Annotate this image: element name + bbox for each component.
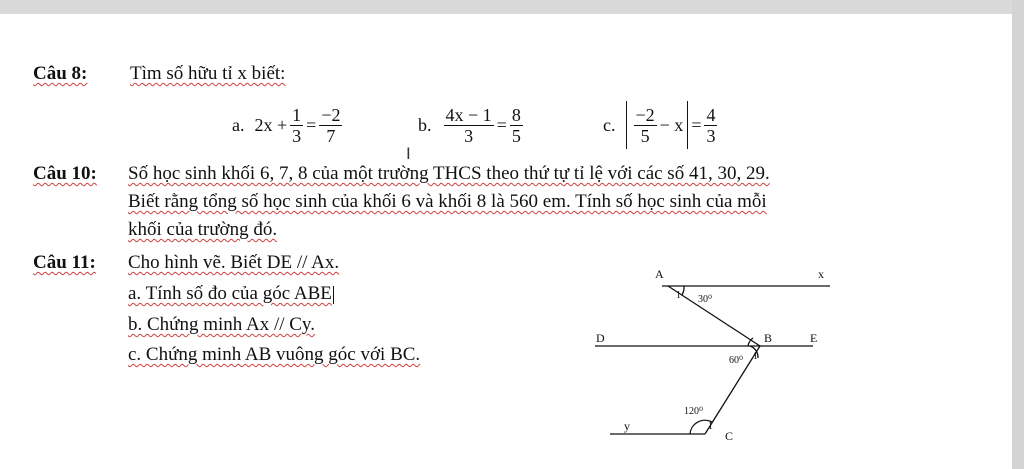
label-d: D (596, 331, 605, 345)
q8a-eq: = (306, 114, 317, 135)
q8-part-a (232, 102, 345, 148)
q8c-eq: = (691, 114, 702, 135)
q11-label: Câu 11: (33, 252, 96, 273)
q11-part-b: b. Chứng minh Ax // Cy. (128, 314, 315, 335)
vertical-scrollbar[interactable] (1012, 0, 1024, 469)
q10-label: Câu 10: (33, 163, 97, 184)
q11-part-c: c. Chứng minh AB vuông góc với BC. (128, 344, 421, 365)
q10-line1: Số học sinh khối 6, 7, 8 của một trường THCS theo thứ tự tỉ lệ với các số 41, 30, 29. (128, 163, 770, 184)
angle-label-b: 60⁰ (729, 355, 744, 366)
q10-line2: Biết rằng tổng số học sinh của khối 6 và khối 8 là 560 em. Tính số học sinh của mỗi (128, 191, 767, 212)
q8b-marker: b. (418, 114, 432, 135)
text-cursor (333, 286, 334, 304)
label-y: y (624, 419, 630, 433)
angle-mark-c: 1 (708, 421, 713, 432)
angle-label-c: 120⁰ (684, 406, 704, 417)
q8c-minus-x: − x (659, 114, 684, 135)
q8-part-b (418, 102, 526, 148)
geometry-figure (590, 262, 840, 454)
q8c-frac1: $\frac{-2}{5}$ (635, 104, 655, 146)
label-b: B (764, 331, 773, 345)
angle-mark-a: 1 (676, 290, 681, 301)
angle-mark-b: 1 (753, 351, 758, 362)
q8-prompt: Tìm số hữu tỉ x biết: (130, 63, 286, 84)
segment-ab (668, 286, 760, 346)
q8b-frac1: $\frac{4x - 1}{3}$ (445, 104, 492, 146)
text-cursor-ibeam: I (406, 144, 411, 163)
label-c: C (725, 429, 734, 443)
window-top-bar (0, 0, 1024, 14)
q8a-marker: a. (232, 114, 245, 135)
q8a-frac1: $\frac{1}{3}$ (292, 104, 302, 146)
q11-prompt: Cho hình vẽ. Biết DE // Ax. (128, 252, 340, 273)
q8b-frac2: $\frac{8}{5}$ (511, 104, 521, 146)
q8c-abs (626, 101, 689, 149)
q8-label: Câu 8: (33, 63, 88, 84)
label-x: x (818, 267, 824, 281)
q8b-eq: = (496, 114, 507, 135)
q8a-lhs: 2x + (254, 114, 288, 135)
angle-arc-a (682, 286, 684, 295)
label-e: E (810, 331, 818, 345)
q8c-marker: c. (603, 114, 616, 135)
q10-line3: khối của trường đó. (128, 219, 278, 240)
q8-part-c (603, 100, 720, 150)
label-a: A (655, 267, 664, 281)
q8c-frac2: $\frac{4}{3}$ (706, 104, 716, 146)
angle-label-a: 30⁰ (698, 294, 713, 305)
q8a-frac2: $\frac{-2}{7}$ (321, 104, 341, 146)
q11-part-a: a. Tính số đo của góc ABE (128, 283, 332, 304)
